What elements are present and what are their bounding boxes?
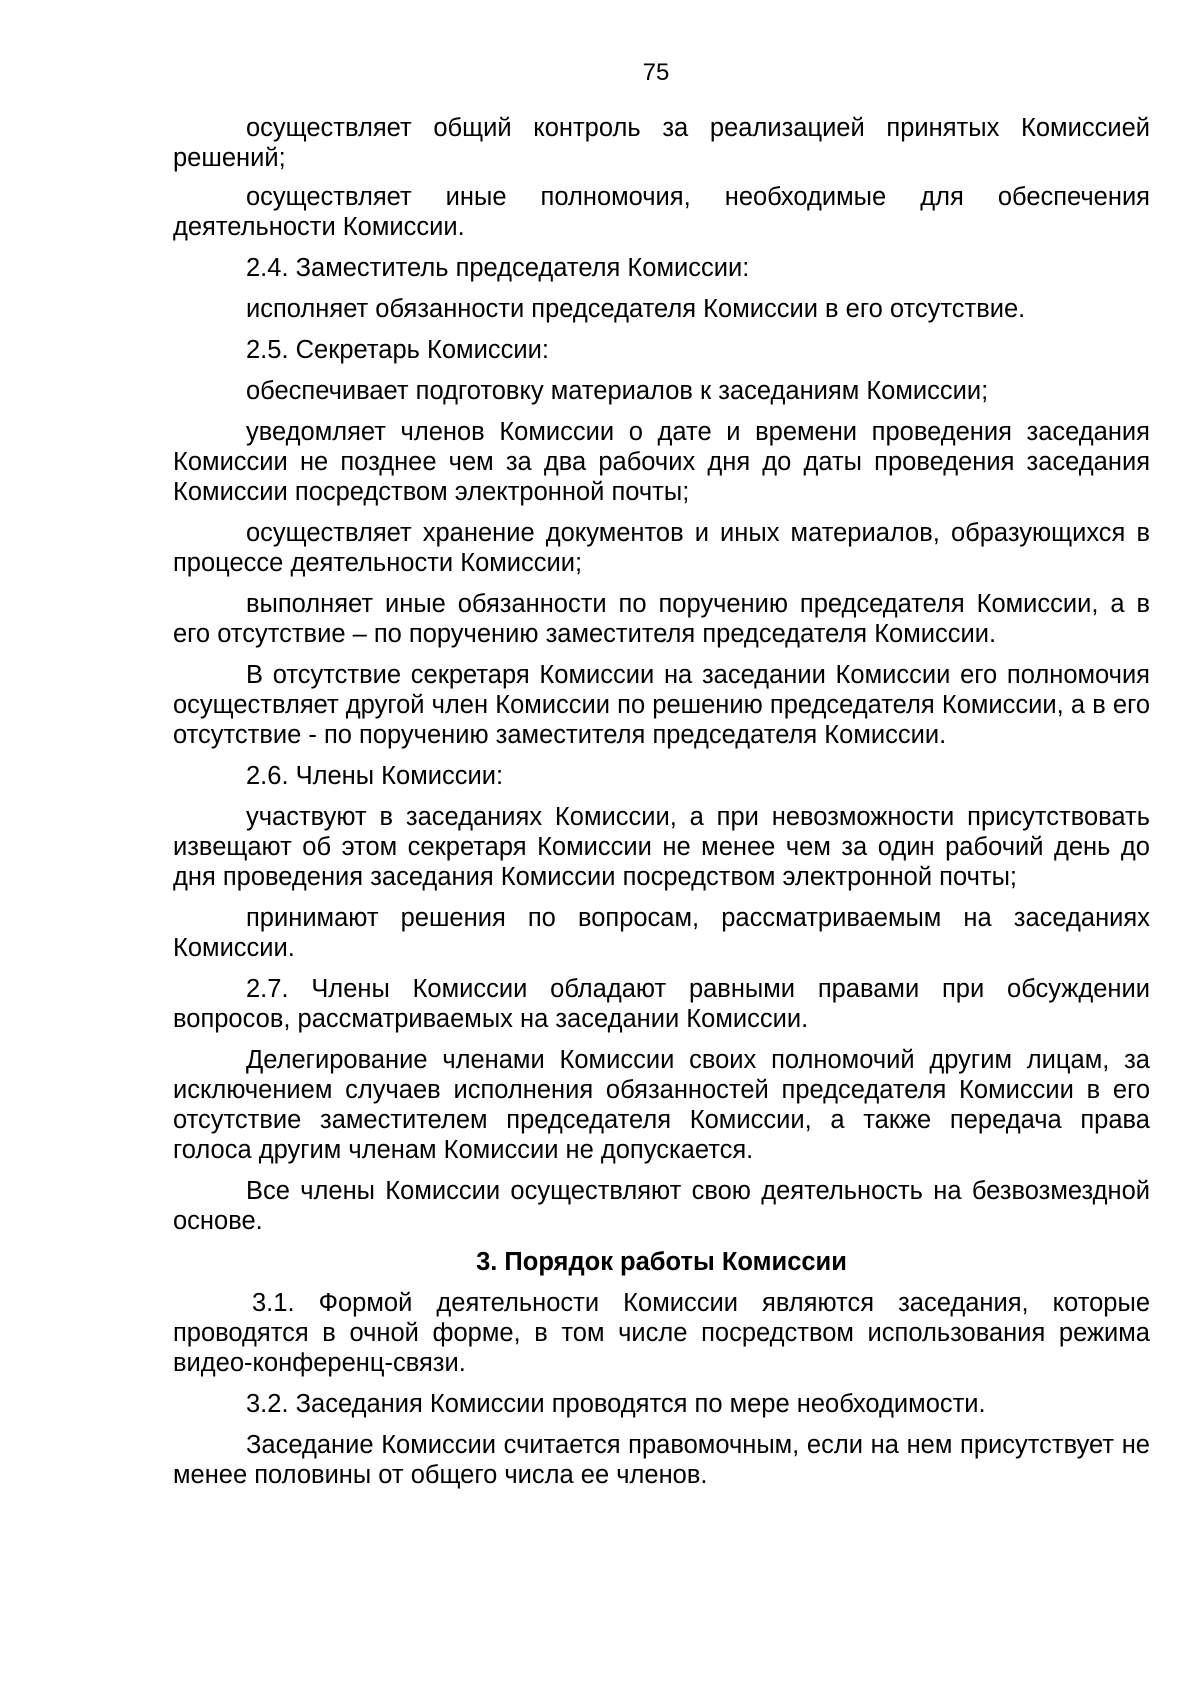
clause-heading: 2.4. Заместитель председателя Комиссии: xyxy=(246,254,750,282)
document-body xyxy=(173,113,1150,1501)
paragraph: Делегирование членами Комиссии своих полномочий другим лицам, за исключением случаев исполнения обязанностей председателя Комиссии в его отсутствие заместителем председателя Комиссии, а также передача права голоса другим членам Комиссии не допускается. xyxy=(173,1046,1150,1164)
paragraph: уведомляет членов Комиссии о дате и времени проведения заседания Комиссии не позднее чем за два рабочих дня до даты проведения заседания Комиссии посредством электронной почты; xyxy=(173,418,1150,506)
section-heading: 3. Порядок работы Комиссии xyxy=(476,1248,847,1276)
paragraph: осуществляет иные полномочия, необходимые для обеспечения деятельности Комиссии. xyxy=(173,183,1150,241)
clause-heading: 2.6. Члены Комиссии: xyxy=(246,762,504,790)
paragraph: осуществляет общий контроль за реализацией принятых Комиссией решений; xyxy=(173,114,1150,172)
paragraph: осуществляет хранение документов и иных материалов, образующихся в процессе деятельности Комиссии; xyxy=(173,519,1150,577)
paragraph: исполняет обязанности председателя Комиссии в его отсутствие. xyxy=(246,295,1026,323)
paragraph: обеспечивает подготовку материалов к заседаниям Комиссии; xyxy=(246,377,989,405)
paragraph: В отсутствие секретаря Комиссии на заседании Комиссии его полномочия осуществляет другой член Комиссии по решению председателя Комиссии, а в его отсутствие - по поручению заместителя председателя Комиссии. xyxy=(173,661,1150,749)
paragraph: 2.7. Члены Комиссии обладают равными правами при обсуждении вопросов, рассматриваемых на заседании Комиссии. xyxy=(173,975,1150,1033)
clause-heading: 2.5. Секретарь Комиссии: xyxy=(246,336,549,364)
paragraph: 3.2. Заседания Комиссии проводятся по мере необходимости. xyxy=(246,1390,986,1418)
paragraph: участвуют в заседаниях Комиссии, а при невозможности присутствовать извещают об этом секретаря Комиссии не менее чем за один рабочий день до дня проведения заседания Комиссии посредством электронной почты; xyxy=(173,803,1150,891)
paragraph: выполняет иные обязанности по поручению председателя Комиссии, а в его отсутствие – по поручению заместителя председателя Комиссии. xyxy=(173,590,1150,648)
paragraph: 3.1. Формой деятельности Комиссии являются заседания, которые проводятся в очной форме, в том числе посредством использования режима видео-конференц-связи. xyxy=(173,1289,1150,1377)
page-number: 75 xyxy=(642,59,670,86)
paragraph: принимают решения по вопросам, рассматриваемым на заседаниях Комиссии. xyxy=(173,904,1150,962)
paragraph: Все члены Комиссии осуществляют свою деятельность на безвозмездной основе. xyxy=(173,1177,1150,1235)
paragraph: Заседание Комиссии считается правомочным, если на нем присутствует не менее половины от общего числа ее членов. xyxy=(173,1431,1150,1489)
